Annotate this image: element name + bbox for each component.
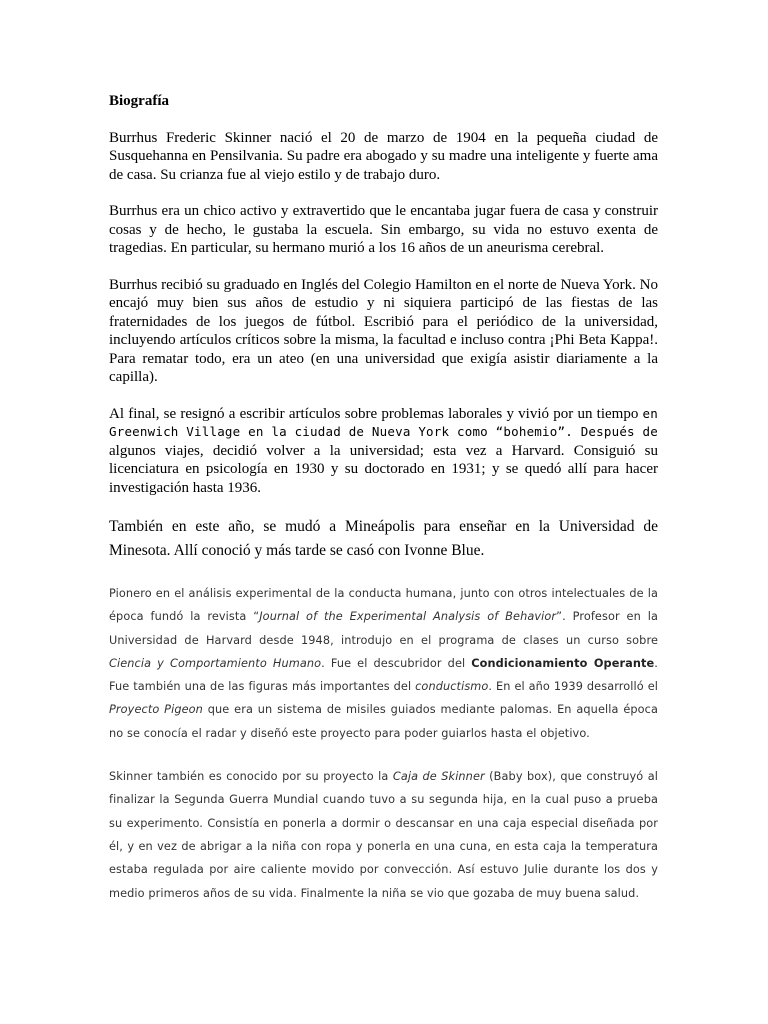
paragraph-skinner-box: [109, 765, 658, 905]
pioneer-text-2: ”. Profesor en la Universidad de Harvard desde 1948, introdujo en el programa de clases un curso sobre: [109, 610, 658, 647]
pigeon-project-term: Proyecto Pigeon: [109, 703, 203, 717]
paragraph-harvard-part-a: Al final, se resignó a escribir artículos sobre problemas laborales y vivió por un tiempo: [109, 405, 643, 422]
paragraph-college: Burrhus recibió su graduado en Inglés del Colegio Hamilton en el norte de Nueva York. No encajó muy bien sus años de estudio y ni siquiera participó de las fiestas de las fraternidades de los juegos de fútbol. Escribió para el periódico de la universidad, incluyendo artículos críticos sobre la misma, la facultad e incluso contra ¡Phi Beta Kappa!. Para rematar todo, era un ateo (en una universidad que exigía asistir diariamente a la capilla).: [109, 276, 658, 385]
course-title: Ciencia y Comportamiento Humano: [109, 656, 322, 670]
paragraph-pioneer: [109, 582, 658, 745]
section-heading: Biografía: [109, 93, 169, 109]
pioneer-text-5: . En el año 1939 desarrolló el: [488, 680, 658, 694]
operant-conditioning-term: Condicionamiento Operante: [471, 656, 655, 670]
pioneer-text-1: Pionero en el análisis experimental de la conducta humana, junto con otros intelectuales de la época fundó la revista “: [109, 587, 658, 624]
pioneer-text-3: . Fue el descubridor del: [321, 656, 472, 670]
paragraph-minnesota: También en este año, se mudó a Mineápolis para enseñar en la Universidad de Minesota. Allí conoció y más tarde se casó con Ivonne Blue.: [109, 518, 658, 559]
document-page: [109, 92, 658, 905]
box-text-2: (Baby box), que construyó al finalizar la Segunda Guerra Mundial cuando tuvo a su segunda hija, en la cual puso a prueba su experimento. Consistía en ponerla a dormir o descansar en una caja especial diseñada por él, y en vez de abrigar a la niña con ropa y ponerla en una cuna, en esta caja la temperatura estaba regulada por aire caliente movido por convección. Así estuvo Julie durante los dos y medio primeros años de su vida. Finalmente la niña se vio que gozaba de muy buena salud.: [109, 770, 658, 900]
paragraph-childhood: Burrhus era un chico activo y extravertido que le encantaba jugar fuera de casa y construir cosas y de hecho, le gustaba la escuela. Sin embargo, su vida no estuvo exenta de tragedias. En particular, su hermano murió a los 16 años de un aneurisma cerebral.: [109, 203, 658, 256]
paragraph-harvard-part-c: algunos viajes, decidió volver a la universidad; esta vez a Harvard. Consiguió su licenciatura en psicología en 1930 y su doctorado en 1931; y se quedó allí para hacer investigación hasta 1936.: [109, 442, 658, 496]
skinner-box-term: Caja de Skinner: [392, 770, 485, 784]
journal-title: Journal of the Experimental Analysis of Behavior: [259, 610, 557, 624]
conductismo-term: conductismo: [415, 680, 489, 694]
paragraph-harvard-part-b: en Greenwich Village en la ciudad de Nueva York como “bohemio”. Después de: [109, 405, 658, 439]
box-text-1: Skinner también es conocido por su proyecto la: [109, 770, 393, 784]
pioneer-text-6: que era un sistema de misiles guiados mediante palomas. En aquella época no se conocía el radar y diseñó este proyecto para poder guiarlos hasta el objetivo.: [109, 703, 658, 740]
pioneer-text-4: . Fue también una de las figuras más importantes del: [109, 656, 658, 694]
paragraph-birth: Burrhus Frederic Skinner nació el 20 de marzo de 1904 en la pequeña ciudad de Susquehanna en Pensilvania. Su padre era abogado y su madre una inteligente y fuerte ama de casa. Su crianza fue al viejo estilo y de trabajo duro.: [109, 129, 658, 183]
paragraph-harvard: [109, 405, 658, 498]
